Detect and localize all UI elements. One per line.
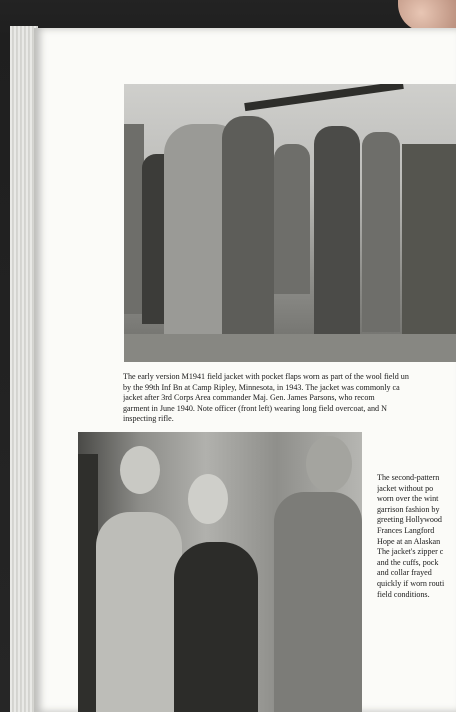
photo-figure [402, 144, 456, 334]
caption-top-line: garment in June 1940. Note officer (front left) wearing long field overcoat, and N [123, 403, 387, 413]
photo-figure [274, 144, 310, 294]
caption-side-line: quickly if worn routi [377, 578, 445, 588]
caption-side-line: The jacket's zipper c [377, 547, 444, 557]
caption-side-line: jacket without po [377, 483, 434, 493]
rifle [244, 84, 404, 111]
photo-figure [124, 124, 144, 314]
face [306, 436, 352, 492]
caption-side [377, 473, 456, 600]
caption-top [123, 372, 456, 425]
soldier-field-jacket-figure [274, 492, 362, 712]
caption-side-line: garrison fashion by [377, 504, 440, 514]
soldier-field-jacket-figure [314, 126, 360, 362]
photo-figure [362, 132, 400, 332]
man-in-overcoat-figure [96, 512, 182, 712]
face [188, 474, 228, 524]
caption-side-line: and the cuffs, pock [377, 557, 439, 567]
face [120, 446, 160, 494]
woman-fur-coat-figure [174, 542, 258, 712]
photo-figure [222, 116, 274, 362]
caption-top-line: inspecting rifle. [123, 414, 174, 423]
caption-side-line: field conditions. [377, 589, 430, 599]
caption-top-line: jacket after 3rd Corps Area commander Maj. Gen. James Parsons, who recom [123, 393, 375, 402]
caption-side-line: The second-pattern [377, 473, 440, 482]
photo-hollywood-greeting [78, 432, 362, 712]
caption-side-line: Hope at an Alaskan [377, 536, 441, 546]
photo-ground [124, 334, 456, 362]
caption-side-line: worn over the wint [377, 494, 439, 504]
caption-side-line: Frances Langford [377, 525, 435, 535]
caption-top-line: The early version M1941 field jacket with pocket flaps worn as part of the wool field un [123, 372, 409, 381]
caption-side-line: and collar frayed [377, 568, 432, 578]
caption-side-line: greeting Hollywood [377, 515, 442, 525]
photo-figure [78, 454, 98, 712]
photo-soldiers-inspection [124, 84, 456, 362]
caption-top-line: by the 99th Inf Bn at Camp Ripley, Minnesota, in 1943. The jacket was commonly ca [123, 382, 400, 392]
